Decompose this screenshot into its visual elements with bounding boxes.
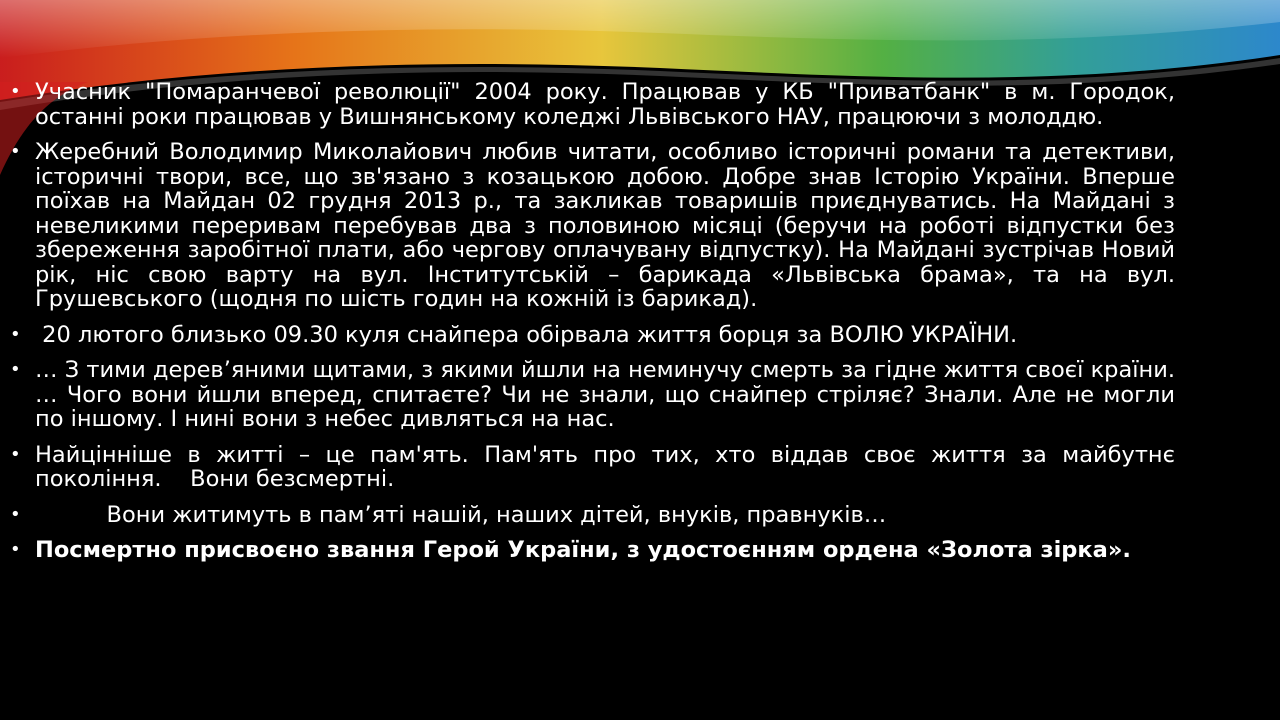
list-item-text: Вони житимуть в пам’яті нашій, наших дітей, внуків, правнуків… [35, 501, 887, 528]
list-item-text: Посмертно присвоєно звання Герой України, з удостоєнням ордена «Золота зірка». [35, 537, 1131, 563]
list-item-bold [10, 538, 1175, 563]
list-item [10, 441, 1183, 492]
list-item [10, 503, 1175, 528]
list-item [10, 79, 1183, 130]
bullet-marker: • [10, 443, 21, 465]
list-item [10, 357, 1183, 432]
bullet-marker: • [10, 539, 21, 560]
list-item-text: 20 лютого близько 09.30 куля снайпера обірвала життя борця за ВОЛЮ УКРАЇНИ. [35, 321, 1018, 348]
list-item [10, 323, 1175, 348]
bullet-marker: • [10, 141, 21, 162]
list-item-text: Найцінніше в житті – це пам'ять. Пам'ять про тих, хто віддав своє життя за майбутнє покоління. Вони безсмертні. [35, 441, 1183, 492]
list-item [10, 139, 1183, 312]
bullet-marker: • [10, 81, 21, 102]
bullet-marker: • [10, 503, 21, 525]
bullet-marker: • [10, 323, 21, 345]
list-item-text: Жеребний Володимир Миколайович любив читати, особливо історичні романи та детективи, історичні твори, все, що зв'язано з козацькою добою. Добре знав Історію України. Вперше поїхав на Майдан 02 грудня 2013 р., та закликав товаришів приєднуватись. На Майдані з невеликими переривам перебував два з половиною місяці (беручи на роботі відпустки без збереження заробітної плати, або чергову оплачувану відпустку). На Майдані зустрічав Новий рік, ніс свою варту на вул. Інститутській – барикада «Львівська брама», та на вул. Грушевського (щодня по шість годин на кожній із барикад). [35, 139, 1183, 312]
list-item-text: … З тими дерев’яними щитами, з якими йшли на неминучу смерть за гідне життя своєї країни. … Чого вони йшли вперед, спитаєте? Чи не знали, що снайпер стріляє? Знали. Але не могли по іншому. І нині вони з небес дивляться на нас. [35, 357, 1183, 432]
bullet-list [10, 79, 1183, 574]
bullet-marker: • [10, 359, 21, 380]
list-item-text: Учасник "Помаранчевої революції" 2004 року. Працював у КБ "Приватбанк" в м. Городок, останні роки працював у Вишнянському коледжі Львівського НАУ, працюючи з молоддю. [35, 79, 1183, 130]
